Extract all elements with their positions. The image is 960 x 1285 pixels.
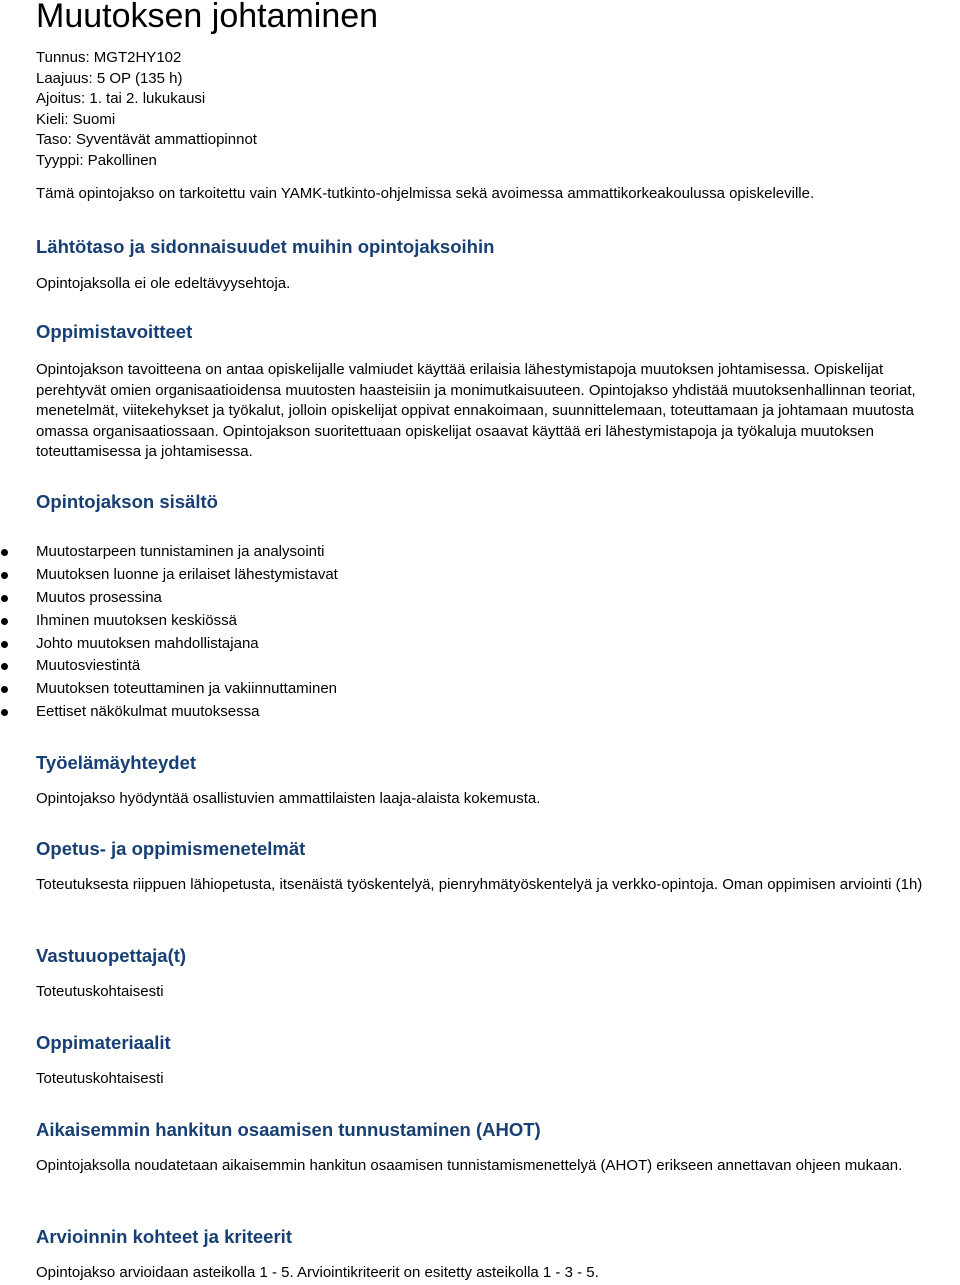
list-item [0,678,338,701]
list-item [0,610,338,633]
list-item [0,633,338,656]
bullet-icon [1,709,8,716]
list-item-label: Ihminen muutoksen keskiössä [36,611,237,629]
materials-text: Toteutuskohtaisesti [36,1070,164,1087]
list-item [0,587,338,610]
course-meta [36,48,257,171]
list-item-label: Muutoksen luonne ja erilaiset lähestymistavat [36,565,338,583]
bullet-icon [1,572,8,579]
methods-text: Toteutuksesta riippuen lähiopetusta, itsenäistä työskentelyä, pienryhmätyöskentelyä ja verkko-opintoja. Oman oppimisen arviointi (1h) [36,876,923,893]
list-item [0,564,338,587]
meta-code: Tunnus: MGT2HY102 [36,49,182,66]
methods-heading: Opetus- ja oppimismenetelmät [36,838,306,859]
teachers-heading: Vastuuopettaja(t) [36,945,187,966]
work-connections-text: Opintojakso hyödyntää osallistuvien ammattilaisten laaja-alaista kokemusta. [36,790,541,807]
list-item-label: Johto muutoksen mahdollistajana [36,634,259,652]
work-connections-heading: Työelämäyhteydet [36,752,197,773]
list-item-label: Muutoksen toteuttaminen ja vakiinnuttaminen [36,680,338,698]
bullet-icon [1,663,8,670]
objectives-text: Opintojakson tavoitteena on antaa opiskelijalle valmiudet käyttää erilaisia lähestymistapoja muutoksen johtamisessa. Opiskelijat perehtyvät omien organisaatioidensa muutosten haasteisiin ja monimutkaisuuteen. Opintojakso yhdistää muutoksenhallinnan teoriat, menetelmät, viitekehykset ja työkalut, jolloin opiskelijat oppivat ennakoimaan, suunnittelemaan, toteuttamaan ja johtamaan muutosta omassa organisaatiossaan. Opintojakson suoritettuaan opiskelijat osaavat käyttää eri lähestymistapoja ja työkaluja muutoksen toteuttamisessa ja johtamisessa. [36,361,916,460]
ahot-heading: Aikaisemmin hankitun osaamisen tunnustaminen (AHOT) [36,1119,541,1140]
bullet-icon [1,686,8,693]
assessment-heading: Arvioinnin kohteet ja kriteerit [36,1226,292,1247]
list-item [0,541,338,564]
prerequisites-text: Opintojaksolla ei ole edeltävyysehtoja. [36,275,291,292]
list-item-label: Muutos prosessina [36,588,162,606]
content-heading: Opintojakson sisältö [36,491,218,512]
bullet-icon [1,549,8,556]
materials-heading: Oppimateriaalit [36,1032,171,1053]
meta-timing: Ajoitus: 1. tai 2. lukukausi [36,90,206,107]
bullet-icon [1,595,8,602]
page-title: Muutoksen johtaminen [36,0,379,35]
meta-type: Tyyppi: Pakollinen [36,151,157,169]
bullet-icon [1,641,8,648]
ahot-text: Opintojaksolla noudatetaan aikaisemmin hankitun osaamisen tunnistamismenettelyä (AHOT) erikseen annettavan ohjeen mukaan. [36,1157,903,1174]
list-item-label: Eettiset näkökulmat muutoksessa [36,703,260,721]
list-item-label: Muutostarpeen tunnistaminen ja analysointi [36,543,325,560]
teachers-text: Toteutuskohtaisesti [36,983,164,1000]
objectives-heading: Oppimistavoitteet [36,321,193,342]
list-item [0,655,338,678]
list-item [0,701,338,724]
content-list [0,541,338,724]
bullet-icon [1,618,8,625]
list-item-label: Muutosviestintä [36,657,141,675]
meta-language: Kieli: Suomi [36,110,116,128]
meta-level: Taso: Syventävät ammattiopinnot [36,131,257,148]
meta-credits: Laajuus: 5 OP (135 h) [36,69,183,87]
assessment-text: Opintojakso arvioidaan asteikolla 1 - 5. Arviointikriteerit on esitetty asteikolla 1 - 3 - 5. [36,1264,599,1281]
intro-text: Tämä opintojakso on tarkoitettu vain YAMK-tutkinto-ohjelmissa sekä avoimessa ammattikorkeakoulussa opiskeleville. [36,185,815,202]
prerequisites-heading: Lähtötaso ja sidonnaisuudet muihin opintojaksoihin [36,236,495,257]
